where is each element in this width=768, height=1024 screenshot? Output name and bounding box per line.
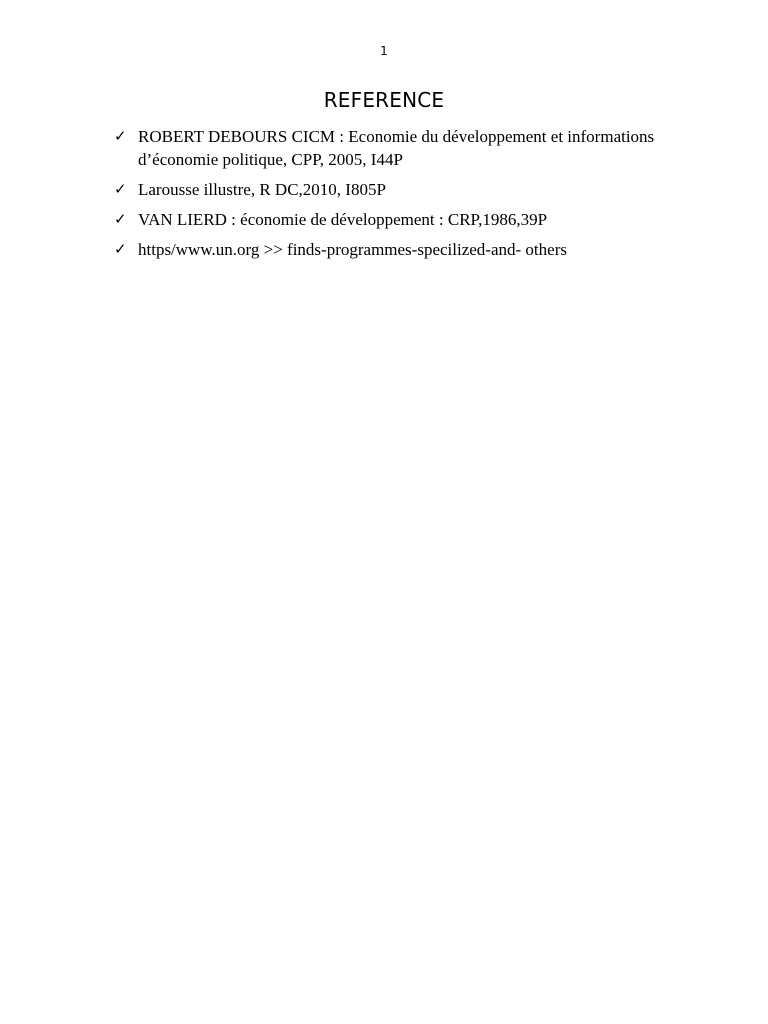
page-title: REFERENCE xyxy=(323,88,445,112)
reference-item xyxy=(114,178,674,201)
reference-item xyxy=(114,238,674,261)
reference-list xyxy=(114,125,674,268)
page-number: 1 xyxy=(380,44,388,58)
reference-text: Larousse illustre, R DC,2010, I805P xyxy=(138,180,386,199)
reference-text: VAN LIERD : économie de développement : CRP,1986,39P xyxy=(138,210,548,229)
reference-item xyxy=(114,125,674,171)
check-icon: ✓ xyxy=(114,180,127,198)
reference-text: https/www.un.org >> finds-programmes-specilized-and- others xyxy=(138,240,567,259)
check-icon: ✓ xyxy=(114,127,127,145)
check-icon: ✓ xyxy=(114,240,127,258)
reference-item xyxy=(114,208,674,231)
check-icon: ✓ xyxy=(114,210,127,228)
reference-text: ROBERT DEBOURS CICM : Economie du développement et informations d’économie politique, CPP, 2005, I44P xyxy=(138,127,655,169)
